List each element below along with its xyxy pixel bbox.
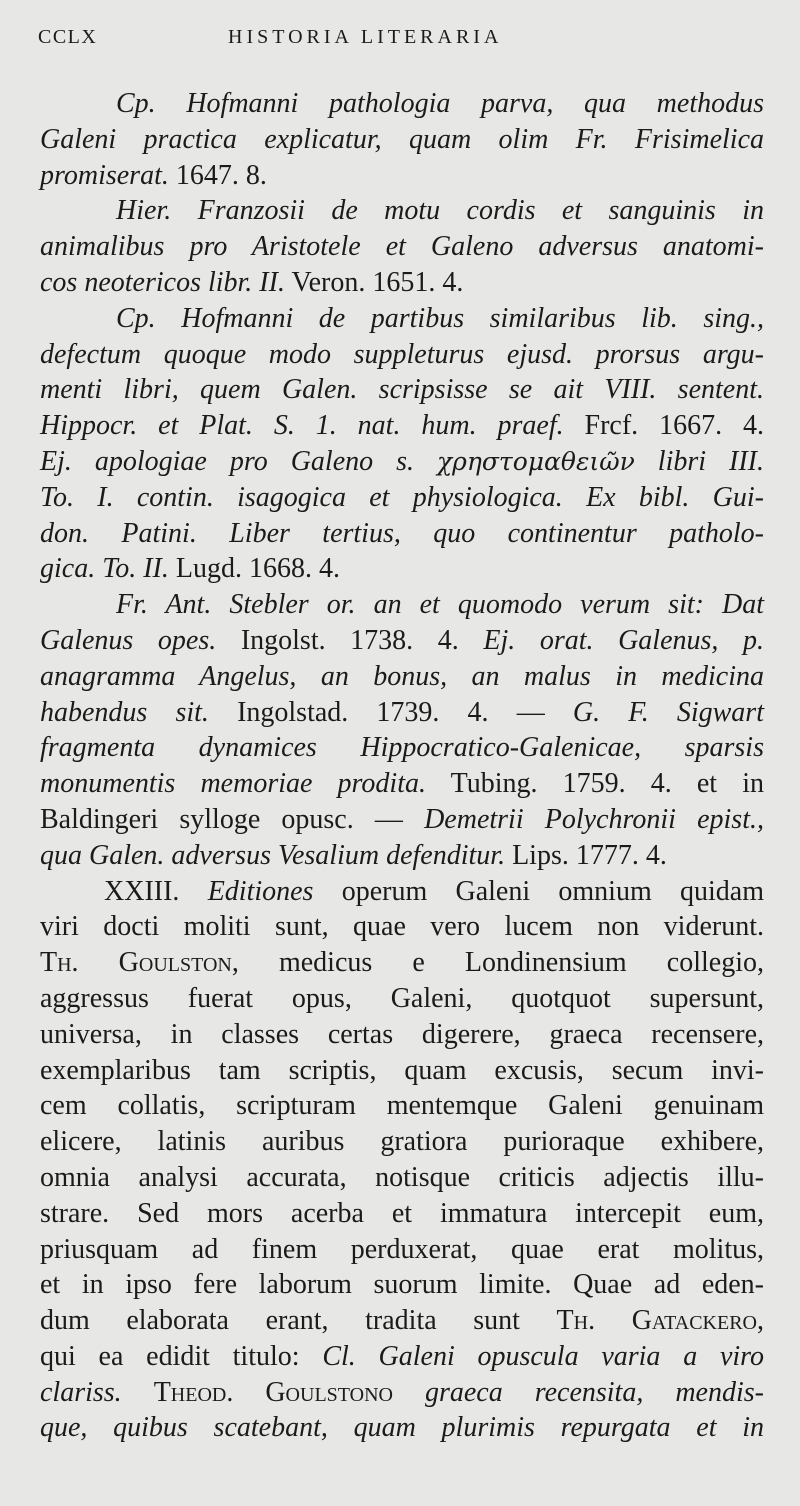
text-segment: Cp. Hofmanni de partibus similaribus lib. sing., xyxy=(116,302,764,334)
text-segment: qui ea edidit titulo: xyxy=(40,1340,323,1372)
text-segment: menti libri, quem Galen. scripsisse se ait VIII. sentent. xyxy=(40,374,764,406)
text-line xyxy=(40,444,764,480)
text-line xyxy=(40,587,764,623)
text-segment: habendus sit. xyxy=(40,696,209,728)
text-segment: exemplaribus tam scriptis, quam excusis, secum invi- xyxy=(40,1054,764,1086)
text-segment: χρηστομαθειῶν xyxy=(437,446,635,476)
text-segment: defectum quoque modo suppleturus ejusd. prorsus argu- xyxy=(40,338,764,370)
text-segment: don. Patini. Liber tertius, quo continentur patholo- xyxy=(40,517,764,549)
text-segment: G. F. Sigwart xyxy=(572,696,764,728)
text-line xyxy=(40,838,764,874)
text-segment: strare. Sed mors acerba et immatura intercepit eum, xyxy=(40,1197,764,1229)
text-segment: Galenus opes. xyxy=(40,624,217,656)
text-segment: elicere, latinis auribus gratiora purioraque exhibere, xyxy=(40,1126,764,1158)
text-segment: Ej. orat. Galenus, p. xyxy=(483,624,764,656)
text-segment: aggressus fuerat opus, Galeni, quotquot supersunt, xyxy=(40,982,764,1014)
text-segment: , xyxy=(757,1305,764,1337)
text-segment: libri III. xyxy=(634,445,764,477)
text-line xyxy=(40,1088,764,1124)
text-segment: , medicus e Londinensium collegio, xyxy=(231,947,764,979)
text-line xyxy=(40,372,764,408)
text-line xyxy=(40,945,764,981)
text-segment: Ej. apologiae pro Galeno s. xyxy=(40,445,438,477)
text-line xyxy=(40,1410,764,1446)
text-segment: Veron. 1651. 4. xyxy=(284,266,464,298)
text-line xyxy=(40,730,764,766)
text-segment: universa, in classes certas digerere, graeca recensere, xyxy=(40,1018,764,1050)
text-line xyxy=(40,874,764,910)
text-line xyxy=(40,1196,764,1232)
text-segment: clariss. xyxy=(40,1376,154,1408)
text-segment: Ingolstad. 1739. 4. — xyxy=(208,696,573,728)
text-segment: Cl. Galeni opuscula varia a viro xyxy=(322,1340,765,1372)
text-line xyxy=(40,193,764,229)
text-segment: promiserat. xyxy=(40,159,169,191)
text-segment: omnia analysi accurata, notisque criticis adjectis illu- xyxy=(40,1161,764,1193)
text-line xyxy=(40,158,764,194)
text-segment: graeca recensita, mendis- xyxy=(392,1376,764,1408)
text-line xyxy=(40,229,764,265)
text-segment: operum Galeni omnium quidam xyxy=(313,875,764,907)
text-line xyxy=(40,1053,764,1089)
text-line xyxy=(40,408,764,444)
text-line xyxy=(40,623,764,659)
text-line xyxy=(40,1124,764,1160)
text-line xyxy=(40,695,764,731)
text-segment: Hippocr. et Plat. S. 1. nat. hum. praef. xyxy=(40,410,564,442)
text-segment: Theod. Goulstono xyxy=(153,1376,393,1408)
text-segment: anagramma Angelus, an bonus, an malus in medicina xyxy=(40,660,764,692)
text-segment: Editiones xyxy=(207,875,314,907)
text-segment: animalibus pro Aristotele et Galeno adversus anatomi- xyxy=(40,231,764,263)
text-segment: Baldingeri sylloge opusc. — xyxy=(40,803,425,835)
text-segment: Galeni practica explicatur, quam olim Fr. Frisimelica xyxy=(40,123,764,155)
text-line xyxy=(40,1339,764,1375)
text-segment: XXIII. xyxy=(104,875,208,907)
text-segment: monumentis memoriae prodita. xyxy=(40,768,426,800)
text-segment: que, quibus scatebant, quam plurimis repurgata et in xyxy=(40,1412,764,1444)
folio-number: CCLX xyxy=(38,26,98,48)
running-title: HISTORIA LITERARIA xyxy=(228,26,503,48)
text-line xyxy=(40,122,764,158)
text-line xyxy=(40,1375,764,1411)
text-line xyxy=(40,86,764,122)
text-segment: Lugd. 1668. 4. xyxy=(168,553,340,585)
text-line xyxy=(40,1303,764,1339)
text-segment: To. I. contin. isagogica et physiologica. Ex bibl. Gui- xyxy=(40,481,764,513)
text-line xyxy=(40,802,764,838)
text-segment: dum elaborata erant, tradita sunt xyxy=(40,1305,557,1337)
text-line xyxy=(40,909,764,945)
text-line xyxy=(40,480,764,516)
page-header xyxy=(38,26,758,62)
text-segment: viri docti moliti sunt, quae vero lucem non viderunt. xyxy=(40,911,764,943)
text-segment: Frcf. 1667. 4. xyxy=(563,410,764,442)
text-segment: cem collatis, scripturam mentemque Galeni genuinam xyxy=(40,1090,764,1122)
text-line xyxy=(40,551,764,587)
text-line xyxy=(40,981,764,1017)
text-segment: fragmenta dynamices Hippocratico-Galenicae, sparsis xyxy=(40,732,764,764)
text-line xyxy=(40,265,764,301)
text-body xyxy=(40,86,764,1446)
text-segment: Th. Goulston xyxy=(40,947,232,979)
text-line xyxy=(40,1267,764,1303)
text-segment: Th. Gatackero xyxy=(556,1305,757,1337)
text-segment: Lips. 1777. 4. xyxy=(505,839,667,871)
text-segment: Fr. Ant. Stebler or. an et quomodo verum sit: Dat xyxy=(116,589,764,621)
text-segment: 1647. 8. xyxy=(168,159,267,191)
text-segment: Tubing. 1759. 4. et in xyxy=(425,768,764,800)
text-line xyxy=(40,1232,764,1268)
text-segment: qua Galen. adversus Vesalium defenditur. xyxy=(40,839,506,871)
text-line xyxy=(40,301,764,337)
text-segment: Cp. Hofmanni pathologia parva, qua methodus xyxy=(116,88,764,119)
text-line xyxy=(40,659,764,695)
text-segment: Demetrii Polychronii epist., xyxy=(424,803,764,835)
text-segment: et in ipso fere laborum suorum limite. Quae ad eden- xyxy=(40,1269,764,1301)
text-line xyxy=(40,1017,764,1053)
text-segment: priusquam ad finem perduxerat, quae erat molitus, xyxy=(40,1233,764,1265)
text-segment: Ingolst. 1738. 4. xyxy=(216,624,484,656)
text-segment: Hier. Franzosii de motu cordis et sanguinis in xyxy=(116,195,764,227)
text-segment: gica. To. II. xyxy=(40,553,169,585)
text-line xyxy=(40,516,764,552)
text-line xyxy=(40,766,764,802)
text-line xyxy=(40,337,764,373)
text-line xyxy=(40,1160,764,1196)
text-segment: cos neotericos libr. II. xyxy=(40,266,285,298)
